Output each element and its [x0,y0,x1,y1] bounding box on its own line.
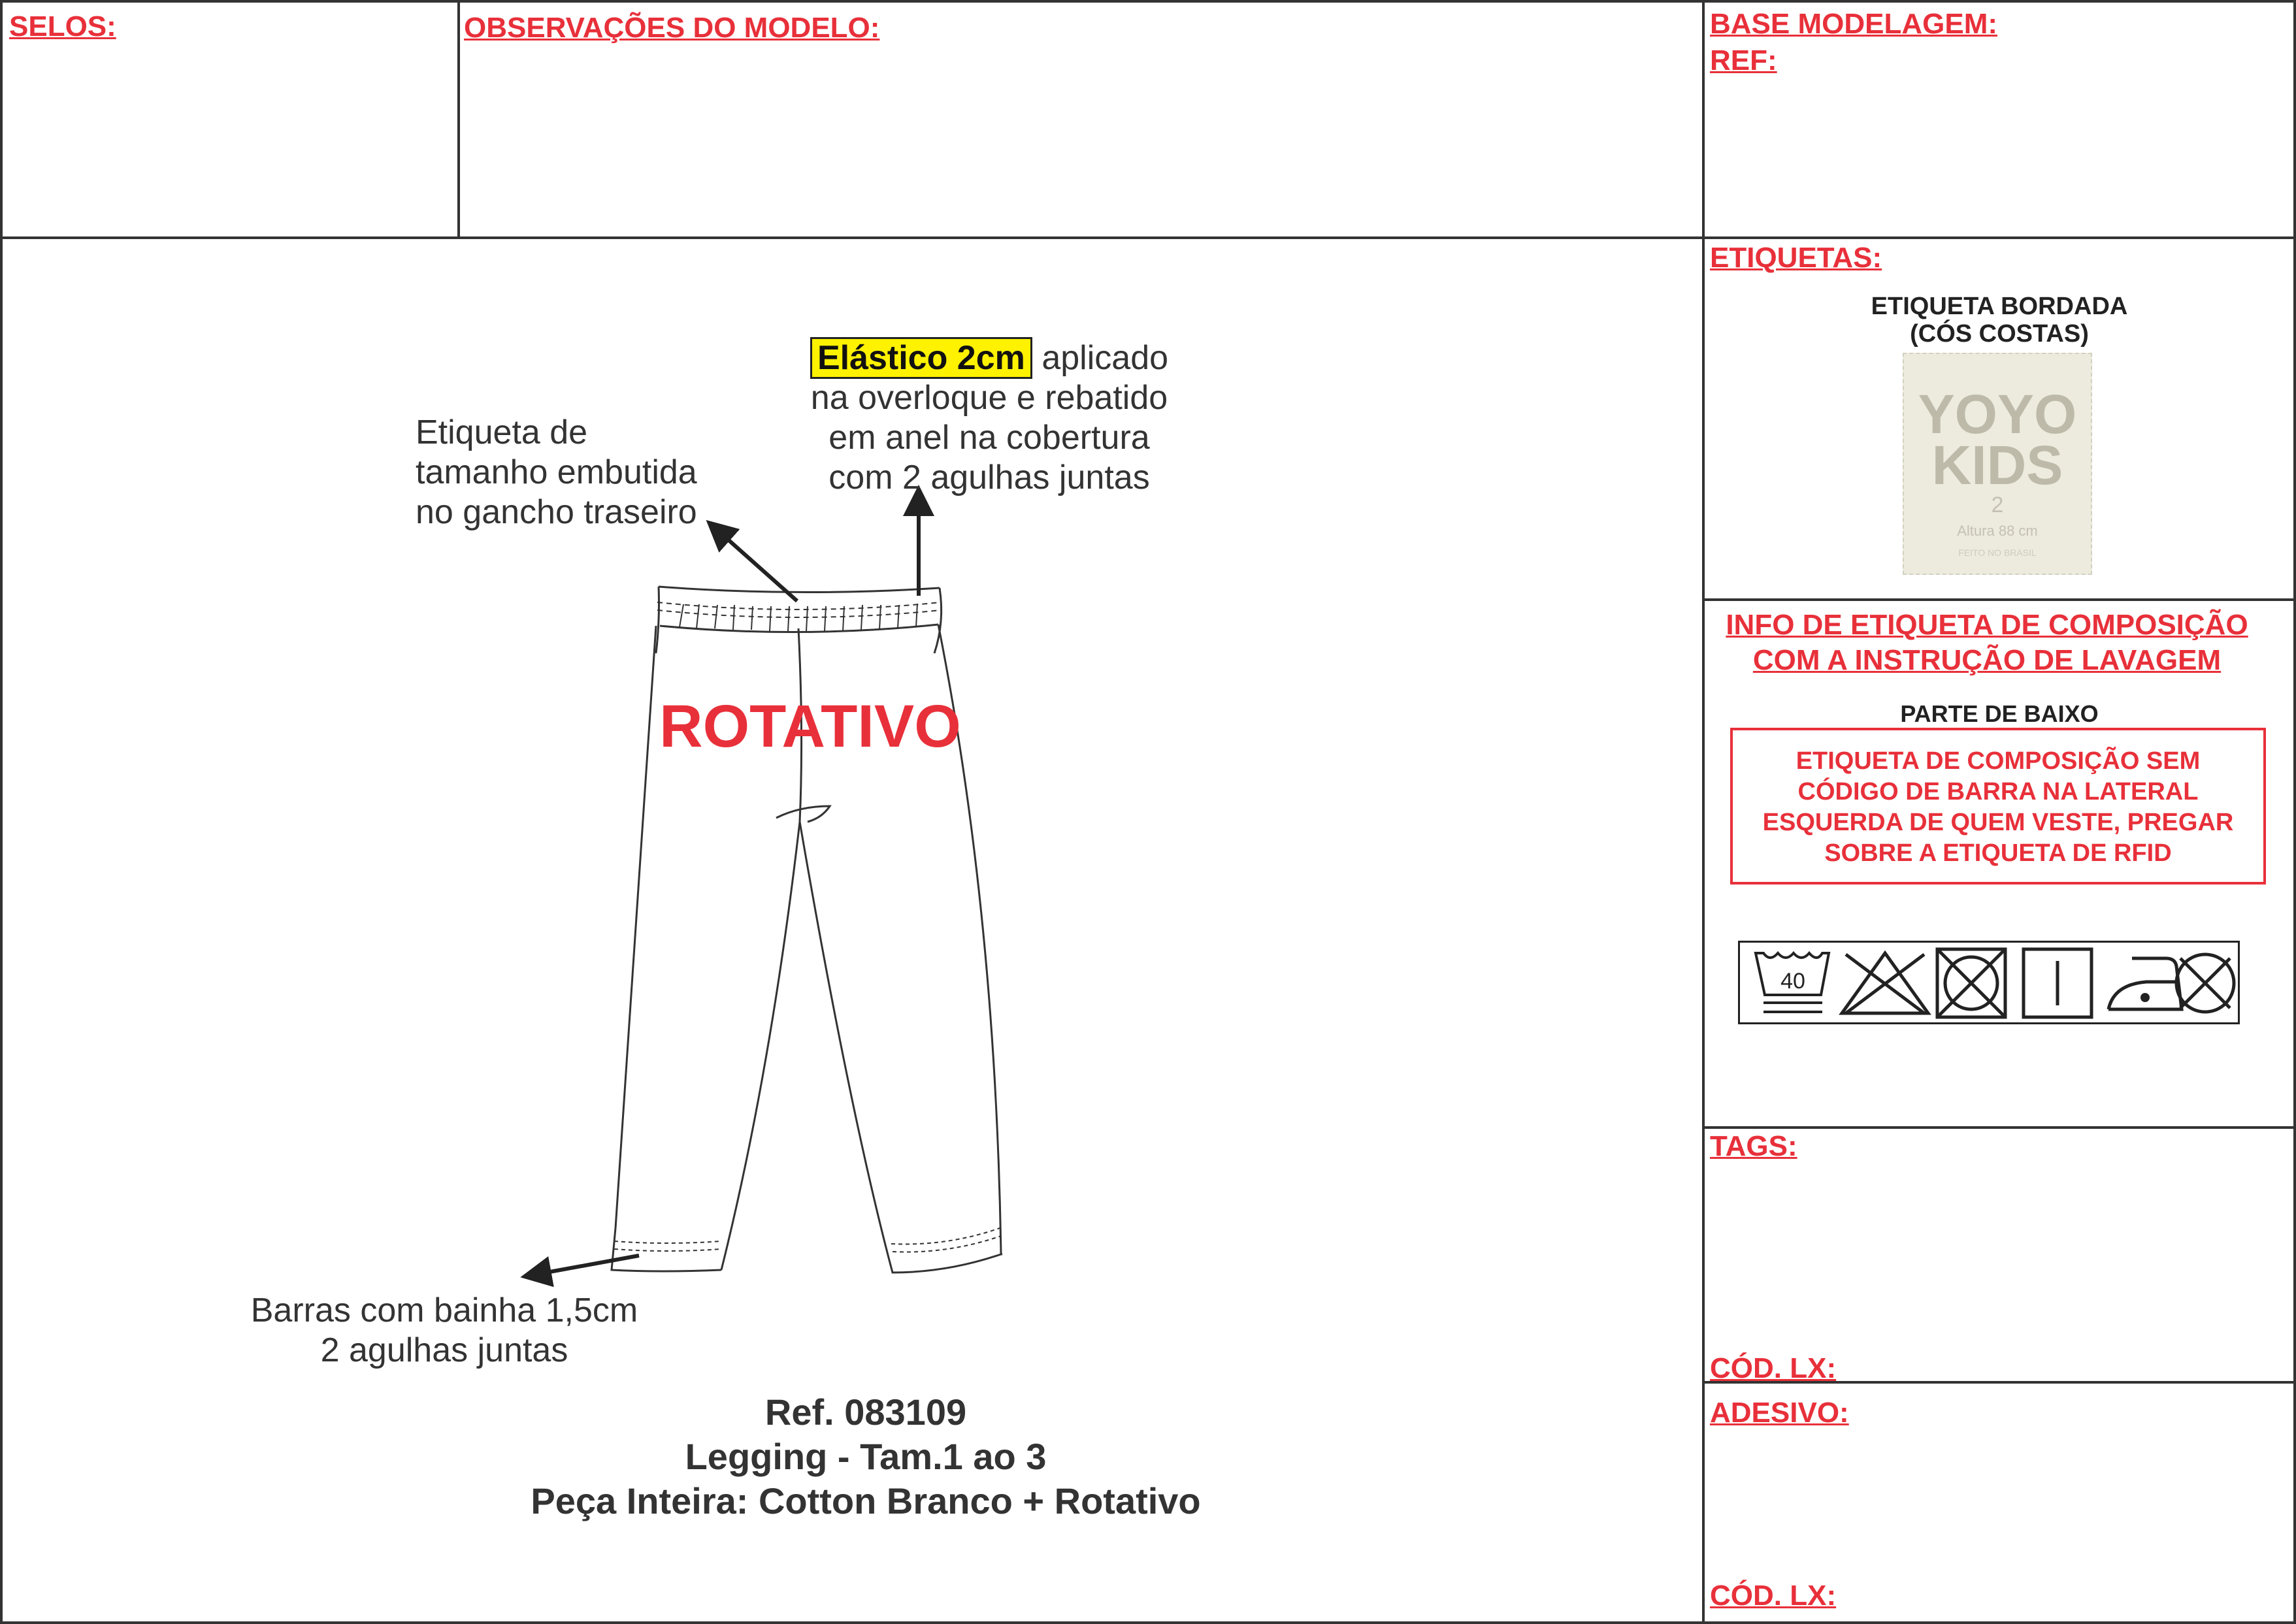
label-brand-line1: YOYO [1918,383,2077,445]
label-origin: FEITO NO BRASIL [1958,547,2037,558]
size-label-note [416,413,697,532]
hem-note [222,1291,666,1371]
hem-note-line1: Barras com bainha 1,5cm [250,1291,638,1329]
elastic-note-line4: com 2 agulhas juntas [828,459,1150,496]
elastic-highlight: Elástico 2cm [810,337,1032,379]
ref-header: REF: [1710,44,1777,76]
size-label-note-line1: Etiqueta de [416,414,588,451]
tags-header: TAGS: [1710,1130,1797,1162]
size-label-note-line2: tamanho embutida [416,453,697,491]
elastic-note-line3: em anel na cobertura [828,419,1150,457]
hem-note-line2: 2 agulhas juntas [320,1331,568,1369]
label-title-line1: ETIQUETA BORDADA [1871,293,2128,320]
elastic-note-line1 [792,338,1187,378]
no-dry-clean-icon [2170,948,2240,1018]
info-composicao-header-line1: INFO DE ETIQUETA DE COMPOSIÇÃO [1726,609,2248,641]
warning-line: CÓDIGO DE BARRA NA LATERAL [1797,778,2199,805]
no-bleach-icon [1838,949,1932,1018]
label-size: 2 [1991,493,2004,517]
tags-box [1702,1126,2296,1384]
woven-label-image [1903,353,2092,575]
warning-line: ETIQUETA DE COMPOSIÇÃO SEM [1796,747,2201,775]
info-composicao-header-line2: COM A INSTRUÇÃO DE LAVAGEM [1752,644,2222,676]
warning-line: ESQUERDA DE QUEM VESTE, PREGAR [1762,809,2234,836]
wash-40-icon [1753,949,1831,1018]
adesivo-header: ADESIVO: [1710,1397,1849,1429]
product-name: Legging - Tam.1 ao 3 [685,1436,1047,1477]
print-label-rotativo: ROTATIVO [659,693,961,760]
label-height: Altura 88 cm [1957,523,2038,539]
elastic-note-line2: na overloque e rebatido [810,379,1168,417]
composicao-subtitle: PARTE DE BAIXO [1900,700,2099,727]
care-symbols-strip [1738,941,2240,1024]
elastic-note-line1-rest: aplicado [1032,339,1169,377]
observacoes-header: OBSERVAÇÕES DO MODELO: [464,12,880,44]
size-label-note-line3: no gancho traseiro [416,493,697,531]
product-info [392,1390,1339,1523]
product-ref: Ref. 083109 [764,1391,967,1433]
line-dry-icon [2021,947,2094,1020]
elastic-note [792,338,1187,498]
selos-header: SELOS: [9,10,116,42]
warning-line: SOBRE A ETIQUETA DE RFID [1824,839,2172,867]
base-modelagem-header: BASE MODELAGEM: [1710,8,1997,40]
label-brand-line2: KIDS [1931,434,2063,496]
composicao-warning-box [1730,728,2266,885]
cod-lx-header-2: CÓD. LX: [1710,1580,1837,1612]
etiquetas-header: ETIQUETAS: [1710,242,1882,274]
wash-temp-text: 40 [1780,969,1805,994]
product-material: Peça Inteira: Cotton Branco + Rotativo [531,1480,1201,1521]
cod-lx-header-1: CÓD. LX: [1710,1352,1837,1384]
label-title-line2: (CÓS COSTAS) [1910,320,2089,348]
no-tumble-dry-icon [1935,947,2008,1020]
